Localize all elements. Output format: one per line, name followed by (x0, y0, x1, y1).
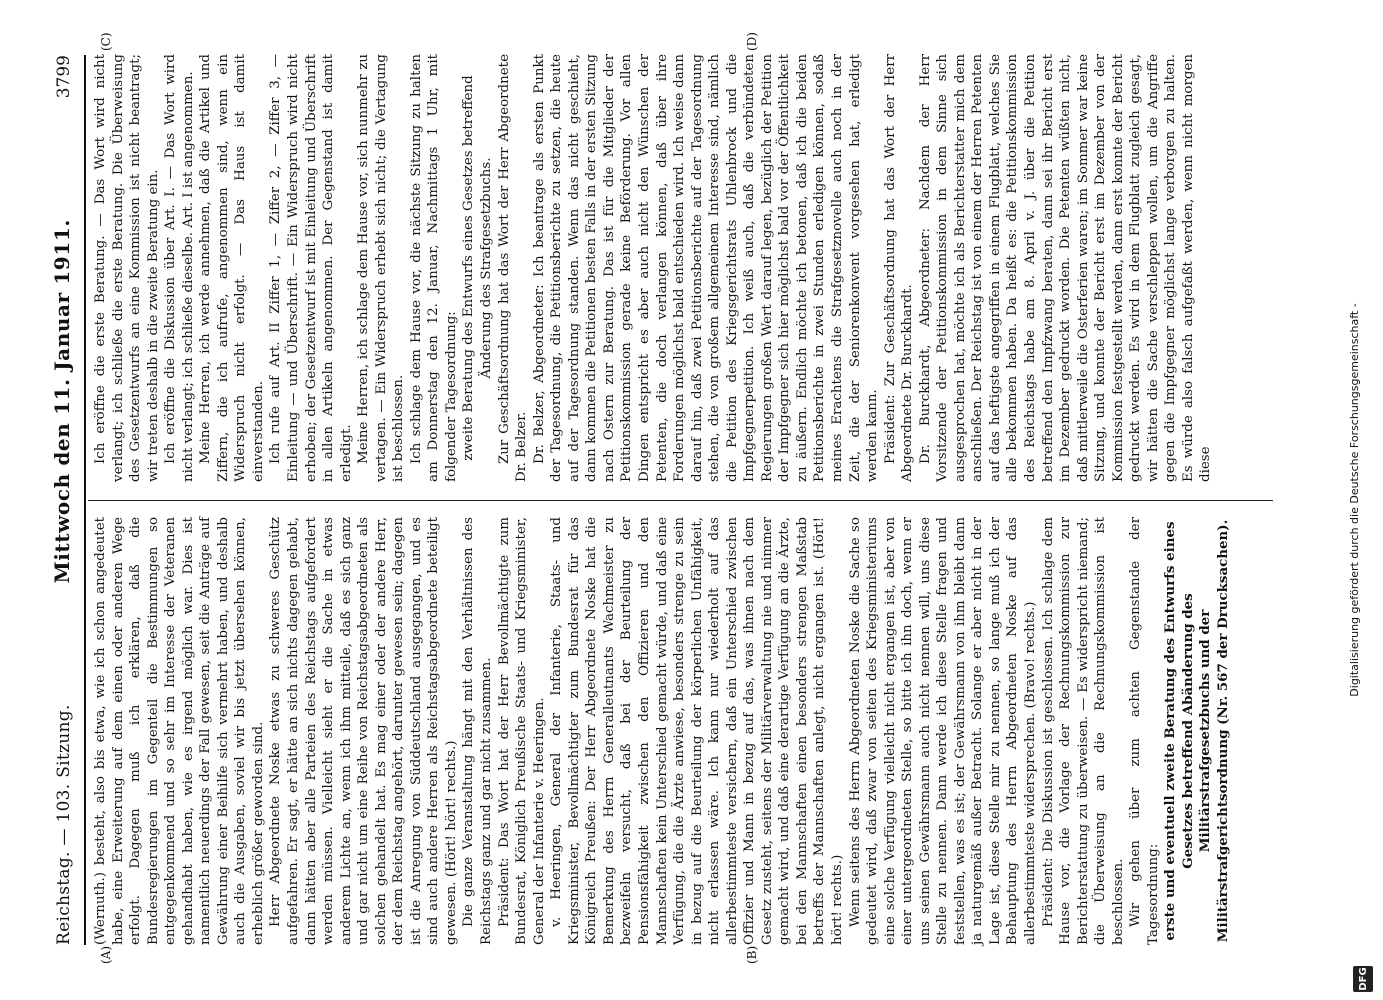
margin-marker-d: (D) (745, 32, 759, 51)
paragraph: Herr Abgeordnete Noske etwas zu schweres Geschütz aufgefahren. Er sagt, er hätte an sich nichts dagegen gehabt, dann hätten aber alle Parteien des Reichstags aufgefordert werden müssen. Vielleicht sieht er die Sache in etwas anderem Lichte an, wenn ich ihm mitteile, daß es sich ganz und gar nicht um eine Reihe von Reichstagsabgeordneten als solchen gehandelt hat. Es mag einer oder der andere Herr, der dem Reichstag angehört, darunter gewesen sein; dagegen ist die Anregung von Süddeutschland ausgegangen, und es sind auch andere Herren als Reichstagsabgeordnete beteiligt gewesen. (Hört! hört! rechts.) (268, 517, 459, 945)
paragraph: Präsident: Zur Geschäftsordnung hat das Wort der Herr Abgeordnete Dr. Burckhardt. (882, 54, 916, 482)
paragraph: Präsident: Das Wort hat der Herr Bevollmächtigte zum Bundesrat, Königlich Preußische Staats- und Kriegsminister, General der Infanterie v. Heeringen. (496, 517, 547, 945)
paragraph: v. Heeringen, General der Infanterie, Staats- und Kriegsminister, Bevollmächtigter zum Bundesrat für das Königreich Preußen: Der Herr Abgeordnete Noske hat die Bemerkung des Herrn Generalleutnants Wachmeister zu bezweifeln versucht, daß bei der Beurteilung der Pensionsfähigkeit zwischen den Offizieren und den Mannschaften kein Unterschied gemacht würde, und daß eine Verfügung, die die Ärzte anwiese, besonders strenge zu sein in bezug auf die Beurteilung der körperlichen Unfähigkeit, nicht erlassen wäre. Ich kann nur wiederholt auf das allerbestimmteste versichern, daß ein Unterschied zwischen Offizier und Mann in bezug auf das, was ihnen nach dem Gesetz zusteht, seitens der Militärverwaltung nie und nimmer gemacht wird, und daß eine derartige Verfügung an die Ärzte, bei den Mannschaften einen besonders strengen Maßstab betreffs der Mannschaften anlegt, nicht ergangen ist. (Hört! hört! rechts.) (549, 517, 845, 945)
paragraph: Dr. Belzer, Abgeordneter: Ich beantrage als ersten Punkt der Tagesordnung, die Petitionsberichte zu setzen, die heute auf der Tagesordnung standen. Wenn das nicht geschieht, dann kommen die Petitionen besten Falls in der ersten Sitzung nach Ostern zur Beratung. Das ist für die Mitglieder der Petitionskommission gerade keine Beförderung. Vor allen Dingen entspricht es aber auch nicht den Wünschen der Petenten, die doch verlangen können, daß über ihre Forderungen möglichst bald entschieden wird. Ich weise dann darauf hin, daß zwei Petitionsberichte auf der Tagesordnung stehen, die von großem allgemeinem Interesse sind, nämlich die Petition des Kriegsgerichtsrats Uhlenbrock und die Impfgegnerpetition. Ich weiß auch, daß die verbündeten Regierungen großen Wert darauf legen, bezüglich der Petition der Impfgegner sich hier möglichst bald vor der Öffentlichkeit zu äußern. Endlich möchte ich betonen, daß ich die beiden Petitionsberichte in zwei Stunden erledigen können, sodaß meines Erachtens die Strafgesetznovelle auch noch in der Zeit, die der Seniorenkonvent vorgesehen hat, erledigt werden kann. (531, 54, 881, 482)
paragraph: Ich rufe auf Art. II Ziffer 1, — Ziffer 2, — Ziffer 3, — Einleitung — und Überschrift. — Ein Widerspruch wird nicht erhoben; der Gesetzentwurf ist mit Einleitung und Überschrift in allen Artikeln angenommen. Der Gegenstand ist damit erledigt. (268, 54, 354, 482)
margin-marker-b: (B) (745, 945, 759, 964)
dfg-logo: DFG (1353, 966, 1373, 992)
paragraph: Wir gehen über zum achten Gegenstande der Tagesordnung: (1128, 517, 1161, 945)
page-number: 3799 (54, 55, 74, 99)
paragraph: Ich eröffne die erste Beratung. — Das Wort wird nicht verlangt; ich schließe die erste Beratung. Die Überweisung des Gesetzentwurfs an eine Kommission ist nicht beantragt; wir treten deshalb in die zweite Beratung ein. (93, 54, 161, 482)
paragraph: (Wernuth.) besteht, also bis etwa, wie ich schon angedeutet habe, eine Erweiterung auf dem einen oder anderen Wege erfolgt. Dagegen muß ich erklären, daß die Bundesregierungen im Gegenteil die Bestimmungen so entgegenkommend und so sehr im Interesse der Veteranen gehandhabt haben, wie es irgend möglich war. Dies ist namentlich neuerdings der Fall gewesen, seit die Anträge auf Gewährung einer Beihilfe sich vermehrt haben, und deshalb auch die Ausgaben, soviel wir bis jetzt übersehen können, erheblich größer geworden sind. (93, 517, 266, 945)
right-column (92, 54, 1215, 482)
margin-marker-c: (C) (99, 32, 113, 51)
agenda-item: zweite Beratung des Entwurfs eines Gesetzes betreffend Änderung des Strafgesetzbuchs. (461, 75, 495, 461)
paragraph: Dr. Burckhardt, Abgeordneter: Nachdem der Herr Vorsitzende der Petitionskommission in dem Sinne sich ausgesprochen hat, möchte ich als Berichterstatter mich dem anschließen. Der Reichstag ist von einem der Herren Petenten auf das heftigste angegriffen in einem Flugblatt, welches Sie alle bekommen haben. Da heißt es: die Petitionskommission des Reichstags habe am 8. April v. J. über die Petition betreffend den Impfzwang beraten, dann sei ihr Bericht erst im Dezember gedruckt worden. Die Petenten wüßten nicht, daß mittlerweile die Osterferien waren; im Sommer war keine Sitzung, und konnte der Bericht erst im Dezember von der Kommission festgestellt werden, dann erst konnte der Bericht gedruckt werden. Es wird in dem Flugblatt zugleich gesagt, wir hätten die Sache verschleppen wollen, um die Angriffe gegen die Impfgegner möglichst lange verborgen zu halten. Es würde also falsch aufgefaßt werden, wenn nicht morgen diese (917, 54, 1214, 482)
paragraph: Wenn seitens des Herrn Abgeordneten Noske die Sache so gedeutet wird, daß zwar von seiten des Kriegsministeriums eine solche Verfügung vielleicht nicht ergangen ist, aber von einer untergeordneten Stelle, so bitte ich ihn doch, wenn er uns seinen Gewährsmann auch nicht nennen will, uns diese Stelle zu nennen. Dann werde ich diese Stelle fragen und feststellen, was es ist; der Gewährsmann von ihm bleibt dann ja naturgemäß außer Betracht. Solange er aber nicht in der Lage ist, diese Stelle mir zu nennen, so lange muß ich der Behauptung des Herrn Abgeordneten Noske auf das allerbestimmteste widersprechen. (Bravo! rechts.) (847, 517, 1038, 945)
digitization-credit: Digitalisierung gefördert durch die Deutsche Forschungsgemeinschaft - (1348, 303, 1361, 697)
paragraph: Meine Herren, ich schlage dem Hause vor, sich nunmehr zu vertagen. — Ein Widerspruch erhebt sich nicht; die Vertagung ist beschlossen. (356, 54, 407, 482)
header-rule (84, 55, 86, 945)
agenda-item-title: erste und eventuell zweite Beratung des Entwurfs eines Gesetzes betreffend Abänderung des Militärstrafgesetzbuchs und der Militärstrafgerichtsordnung (Nr. 567 der Drucksachen). (1162, 519, 1231, 943)
paragraph: Zur Geschäftsordnung hat das Wort der Herr Abgeordnete Dr. Belzer. (496, 54, 530, 482)
paragraph: Die ganze Veranstaltung hängt mit den Verhältnissen des Reichstags ganz und gar nicht zusammen. (461, 517, 495, 945)
left-column (92, 517, 1233, 945)
column-divider (88, 500, 1273, 501)
page-header (46, 55, 74, 945)
header-left: Reichstag. — 103. Sitzung. (54, 704, 74, 945)
margin-marker-a: (A) (99, 945, 113, 964)
paragraph: Ich schlage dem Hause vor, die nächste Sitzung zu halten am Donnerstag den 12. Januar, Nachmittags 1 Uhr, mit folgender Tagesordnung: (408, 54, 459, 482)
paragraph: Ich eröffne die Diskussion über Art. I. — Das Wort wird nicht verlangt; ich schließe dieselbe. Art. I ist angenommen. (163, 54, 196, 482)
header-date: Mittwoch den 11. Januar 1911. (50, 219, 74, 584)
paragraph: Präsident: Die Diskussion ist geschlossen. Ich schlage dem Hause vor, die Vorlage der Rechnungskommission zur Berichterstattung zu überweisen. — Es widerspricht niemand; die Überweisung an die Rechnungskommission ist beschlossen. (1040, 517, 1126, 945)
paragraph: Meine Herren, ich werde annehmen, daß die Artikel und Ziffern, die ich aufrufe, angenommen sind, wenn ein Widerspruch nicht erfolgt. — Das Haus ist damit einverstanden. (198, 54, 266, 482)
